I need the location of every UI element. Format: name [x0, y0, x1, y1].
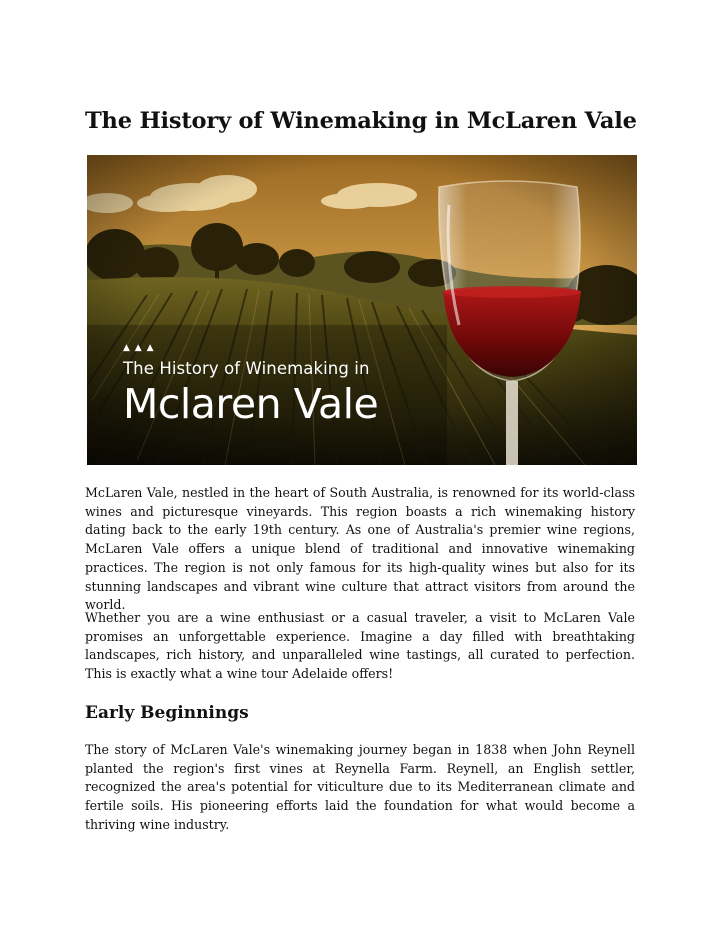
mountain-logo-icon: ▲ ▲ ▲ — [123, 343, 155, 353]
page-title: The History of Winemaking in McLaren Vale — [85, 108, 637, 134]
hero-caption-line1: The History of Winemaking in — [123, 359, 370, 378]
hero-caption-line2: Mclaren Vale — [123, 380, 379, 428]
early-beginnings-paragraph: The story of McLaren Vale's winemaking journey began in 1838 when John Reynell planted the region's first vines at Reynella Farm. Reynell, an English settler, recognized the area's potential for viticulture due to its Mediterranean climate and fertile soils. His pioneering efforts laid the foundation for what would become a thriving wine industry. — [85, 742, 635, 832]
tour-paragraph: Whether you are a wine enthusiast or a casual traveler, a visit to McLaren Vale promises an unforgettable experience. Imagine a day filled with breathtaking landscapes, rich history, and unparalleled wine tastings, all curated to perfection. This is exactly what a wine tour Adelaide offers! — [85, 610, 635, 682]
section-heading: Early Beginnings — [85, 703, 249, 723]
intro-paragraph: McLaren Vale, nestled in the heart of South Australia, is renowned for its world-class wines and picturesque vineyards. This region boasts a rich winemaking history dating back to the early 19th century. As one of Australia's premier wine regions, McLaren Vale offers a unique blend of traditional and innovative winemaking practices. The region is not only famous for its high-quality wines but also for its stunning landscapes and vibrant wine culture that attract visitors from around the world. — [85, 485, 635, 613]
hero-caption — [123, 343, 378, 427]
hero-image — [87, 155, 637, 465]
